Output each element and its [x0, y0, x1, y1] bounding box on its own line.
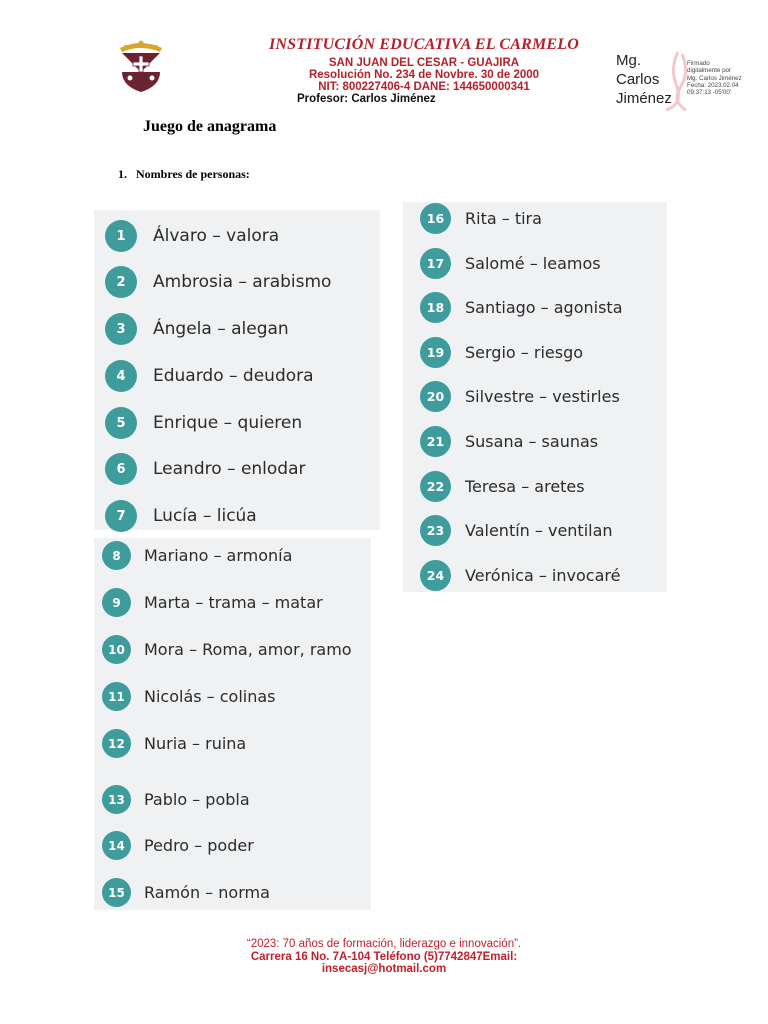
- item-number-badge: 7: [105, 500, 137, 532]
- anagram-text: Ángela – alegan: [153, 319, 289, 339]
- item-number-badge: 17: [420, 248, 451, 279]
- anagram-text: Eduardo – deudora: [153, 366, 314, 386]
- school-crest-icon: [106, 38, 176, 93]
- anagram-item: [105, 500, 257, 532]
- signature-name-line: Mg.: [616, 52, 642, 69]
- item-number-badge: 23: [420, 515, 451, 546]
- item-number-badge: 6: [105, 453, 137, 485]
- anagram-item: [420, 560, 620, 591]
- institution-resolution: Resolución No. 234 de Novbre. 30 de 2000: [308, 69, 540, 81]
- signature-name-line: Jiménez: [616, 90, 672, 107]
- item-number-badge: 1: [105, 220, 137, 252]
- anagram-text: Lucía – licúa: [153, 506, 257, 526]
- anagram-text: Mariano – armonía: [144, 546, 293, 565]
- item-number-badge: 15: [102, 878, 131, 907]
- anagram-text: Mora – Roma, amor, ramo: [144, 640, 352, 659]
- item-number-badge: 13: [102, 785, 131, 814]
- item-number-badge: 9: [102, 588, 131, 617]
- footer-motto: “2023: 70 años de formación, liderazgo e innovación”.: [246, 938, 522, 950]
- signature-meta-line: Firmado: [687, 60, 710, 67]
- anagram-text: Ambrosia – arabismo: [153, 272, 332, 292]
- item-number-badge: 11: [102, 682, 131, 711]
- institution-location: SAN JUAN DEL CESAR - GUAJIRA: [328, 57, 520, 69]
- anagram-text: Nuria – ruina: [144, 734, 247, 753]
- anagram-text: Silvestre – vestirles: [465, 387, 620, 406]
- item-number-badge: 5: [105, 407, 137, 439]
- item-number-badge: 16: [420, 203, 451, 234]
- item-number-badge: 18: [420, 292, 451, 323]
- anagram-item: [420, 515, 613, 546]
- anagram-item: [105, 266, 331, 298]
- item-number-badge: 4: [105, 360, 137, 392]
- item-number-badge: 14: [102, 831, 131, 860]
- institution-name: INSTITUCIÓN EDUCATIVA EL CARMELO: [268, 36, 580, 53]
- anagram-item: [102, 878, 270, 907]
- signature-name: [616, 51, 672, 108]
- anagram-panel-2: [94, 538, 371, 910]
- institution-nit-dane: NIT: 800227406-4 DANE: 144650000341: [318, 81, 530, 93]
- anagram-panel-1: [94, 210, 380, 530]
- anagram-item: [420, 292, 623, 323]
- anagram-item: [102, 541, 292, 570]
- item-number-badge: 2: [105, 266, 137, 298]
- signature-name-line: Carlos: [616, 71, 660, 88]
- anagram-text: Pablo – pobla: [144, 790, 250, 809]
- anagram-text: Enrique – quieren: [153, 413, 303, 433]
- anagram-item: [105, 407, 302, 439]
- signature-meta-line: Fecha: 2023.02.04: [687, 81, 739, 89]
- item-number-badge: 19: [420, 337, 451, 368]
- anagram-item: [105, 453, 306, 485]
- footer-address: Carrera 16 No. 7A-104 Teléfono (5)7742847Email:: [250, 951, 518, 963]
- anagram-item: [420, 203, 542, 234]
- anagram-item: [102, 729, 246, 758]
- signature-meta-line: 09:37:13 -05'00': [687, 89, 731, 97]
- anagram-text: Álvaro – valora: [153, 226, 280, 246]
- anagram-text: Leandro – enlodar: [153, 459, 306, 479]
- anagram-text: Pedro – poder: [144, 836, 254, 855]
- anagram-text: Susana – saunas: [465, 432, 599, 451]
- anagram-item: [102, 635, 352, 664]
- section-number: 1.: [118, 167, 127, 181]
- item-number-badge: 24: [420, 560, 451, 591]
- anagram-item: [105, 220, 279, 252]
- anagram-item: [420, 381, 620, 412]
- item-number-badge: 12: [102, 729, 131, 758]
- anagram-text: Sergio – riesgo: [465, 343, 584, 362]
- anagram-item: [105, 313, 289, 345]
- anagram-text: Ramón – norma: [144, 883, 270, 902]
- footer-email: insecasj@hotmail.com: [321, 963, 447, 975]
- anagram-text: Teresa – aretes: [465, 477, 585, 496]
- item-number-badge: 8: [102, 541, 131, 570]
- anagram-item: [420, 248, 601, 279]
- anagram-item: [102, 831, 254, 860]
- item-number-badge: 22: [420, 471, 451, 502]
- item-number-badge: 10: [102, 635, 131, 664]
- signature-meta-line: digitalmente por: [687, 67, 732, 75]
- anagram-item: [420, 337, 583, 368]
- item-number-badge: 21: [420, 426, 451, 457]
- anagram-text: Salomé – leamos: [465, 254, 601, 273]
- signature-meta-line: Mg. Carlos Jiménez: [687, 74, 742, 82]
- section-title: Nombres de personas:: [136, 167, 250, 181]
- anagram-text: Valentín – ventilan: [465, 521, 613, 540]
- anagram-text: Nicolás – colinas: [144, 687, 276, 706]
- anagram-item: [420, 426, 598, 457]
- anagram-text: Marta – trama – matar: [144, 593, 323, 612]
- anagram-item: [420, 471, 585, 502]
- signature-metadata: [687, 60, 767, 96]
- anagram-text: Rita – tira: [465, 209, 542, 228]
- document-title: Juego de anagrama: [143, 118, 277, 135]
- section-heading: [118, 167, 250, 182]
- anagram-panel-3: [403, 202, 667, 592]
- item-number-badge: 20: [420, 381, 451, 412]
- anagram-item: [105, 360, 314, 392]
- anagram-item: [102, 785, 250, 814]
- anagram-text: Verónica – invocaré: [465, 566, 621, 585]
- anagram-text: Santiago – agonista: [465, 298, 623, 317]
- item-number-badge: 3: [105, 313, 137, 345]
- anagram-item: [102, 682, 276, 711]
- teacher-name: Profesor: Carlos Jiménez: [297, 93, 436, 105]
- anagram-item: [102, 588, 323, 617]
